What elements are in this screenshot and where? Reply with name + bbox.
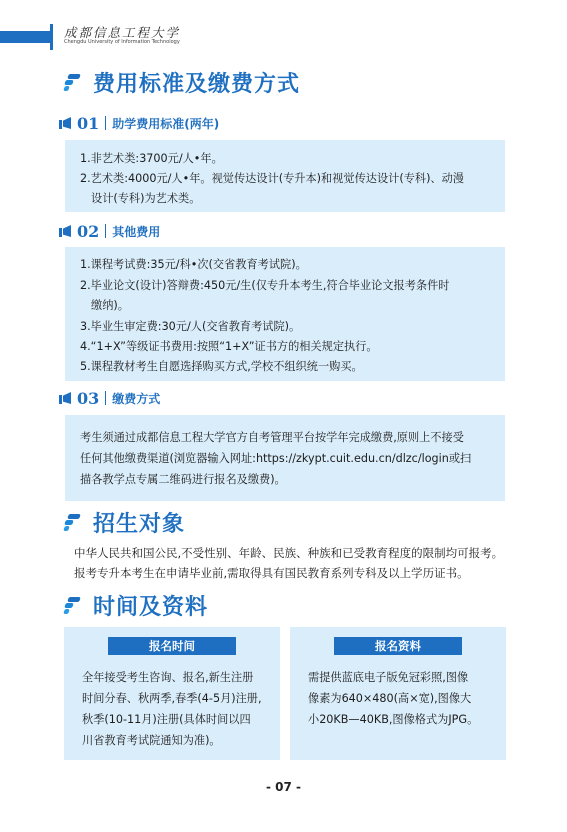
subsection-label: 助学费用标准(两年)	[112, 116, 220, 131]
megaphone-icon	[58, 224, 72, 238]
target-line: 中华人民共和国公民,不受性别、年龄、民族、种族和已受教育程度的限制均可报考。	[74, 546, 504, 560]
registration-materials-line: 需提供蓝底电子版免冠彩照,图像	[308, 671, 469, 684]
registration-materials-line: 像素为640×480(高×宽),图像大	[308, 692, 472, 705]
tuition-panel	[65, 140, 505, 212]
section-title-target	[64, 506, 185, 538]
other-fee-line: 3.毕业生审定费:30元/人(交省教育考试院)。	[80, 320, 301, 333]
registration-time-line: 全年接受考生咨询、报名,新生注册	[82, 671, 254, 684]
megaphone-icon	[58, 391, 72, 405]
megaphone-icon	[58, 116, 72, 130]
section-title-time	[64, 589, 208, 621]
subsection-divider	[105, 224, 106, 238]
tuition-line: 2.艺术类:4000元/人•年。视觉传达设计(专升本)和视觉传达设计(专科)、动漫	[80, 172, 464, 185]
subsection-label: 缴费方式	[112, 391, 161, 406]
other-fee-line: 4.“1+X”等级证书费用:按照“1+X”证书方的相关规定执行。	[80, 340, 378, 353]
registration-materials-panel	[290, 627, 506, 760]
payment-line: 考生须通过成都信息工程大学官方自考管理平台按学年完成缴费,原则上不接受	[80, 431, 464, 444]
registration-time-line: 川省教育考试院通知为准)。	[82, 734, 221, 747]
registration-materials-heading: 报名资料	[334, 637, 462, 655]
other-fees-panel	[65, 247, 505, 381]
registration-materials-line: 小20KB—40KB,图像格式为JPG。	[308, 713, 479, 726]
subsection-number: 03	[77, 388, 100, 408]
payment-panel	[65, 415, 505, 501]
subsection-number: 01	[77, 113, 100, 133]
subsection-label: 其他费用	[112, 224, 161, 239]
other-fee-line: 1.课程考试费:35元/科•次(交省教育考试院)。	[80, 258, 307, 271]
subsection-title-tuition	[58, 113, 219, 133]
subsection-divider	[105, 116, 106, 130]
other-fee-line: 5.课程教材考生自愿选择购买方式,学校不组织统一购买。	[80, 360, 363, 373]
tuition-line: 1.非艺术类:3700元/人•年。	[80, 152, 223, 165]
payment-line: 任何其他缴费渠道(浏览器输入网址:https://zkypt.cuit.edu.cn/dlzc/login或扫	[80, 452, 472, 465]
other-fee-line: 缴纳)。	[91, 299, 129, 312]
tuition-line: 设计(专科)为艺术类。	[91, 192, 201, 205]
university-logo-english: Chengdu University of Information Technology	[64, 39, 180, 45]
header-accent-bar	[0, 31, 50, 43]
section-title-fees	[64, 66, 300, 98]
page-number: - 07 -	[265, 780, 301, 794]
target-line: 报考专升本考生在申请毕业前,需取得具有国民教育系列专科及以上学历证书。	[74, 566, 469, 580]
registration-time-heading: 报名时间	[108, 637, 236, 655]
section-title-text: 招生对象	[93, 511, 186, 537]
registration-time-line: 秋季(10-11月)注册(具体时间以四	[82, 713, 251, 726]
subsection-title-other-fees	[58, 221, 160, 241]
university-logo-text: 成都信息工程大学	[64, 25, 181, 40]
registration-time-panel	[64, 627, 280, 760]
section-title-text: 费用标准及缴费方式	[93, 71, 301, 97]
registration-time-line: 时间分春、秋两季,春季(4-5月)注册,	[82, 692, 262, 705]
section-title-text: 时间及资料	[93, 594, 209, 620]
header-divider	[50, 24, 53, 50]
subsection-divider	[105, 391, 106, 405]
subsection-title-payment	[58, 388, 160, 408]
section-bullet-icon	[64, 72, 84, 92]
other-fee-line: 2.毕业论文(设计)答辩费:450元/生(仅专升本考生,符合毕业论文报考条件时	[80, 279, 450, 292]
payment-line: 描各教学点专属二维码进行报名及缴费)。	[80, 473, 286, 486]
subsection-number: 02	[77, 221, 100, 241]
section-bullet-icon	[64, 512, 84, 532]
section-bullet-icon	[64, 595, 84, 615]
